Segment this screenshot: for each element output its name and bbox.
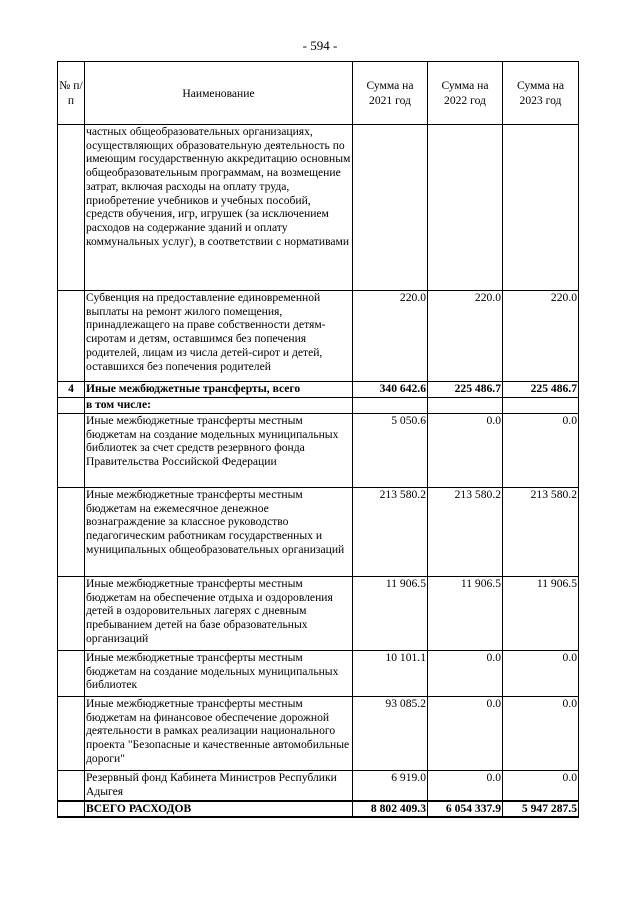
table-row [58,488,579,577]
row-value-2021: 93 085.2 [353,697,428,771]
table-row [58,398,579,414]
row-value-2022: 11 906.5 [428,577,503,651]
row-index [58,291,85,382]
row-value-2022: 213 580.2 [428,488,503,577]
row-name: частных общеобразовательных организациях, осуществляющих образовательную деятельность по имеющим государственную аккредитацию основным общеобразовательным программам, на возмещение затрат, включая расходы на оплату труда, приобретение учебников и учебных пособий, средств обучения, игр, игрушек (за исключением расходов на содержание зданий и оплату коммунальных услуг), в соответствии с нормативами [85,125,353,291]
row-index [58,125,85,291]
row-value-2022: 0.0 [428,697,503,771]
row-value-2023: 5 947 287.5 [503,801,579,817]
row-value-2021: 340 642.6 [353,382,428,398]
row-value-2021 [353,125,428,291]
header-num: № п/п [58,62,85,125]
table-row [58,771,579,801]
row-value-2022: 0.0 [428,651,503,697]
row-value-2021: 220.0 [353,291,428,382]
budget-table [57,61,579,818]
row-value-2023: 0.0 [503,651,579,697]
row-value-2022: 225 486.7 [428,382,503,398]
row-index [58,577,85,651]
row-value-2022: 0.0 [428,771,503,801]
row-name: Резервный фонд Кабинета Министров Республики Адыгея [85,771,353,801]
row-name: Иные межбюджетные трансферты местным бюджетам на ежемесячное денежное вознаграждение за классное руководство педагогическим работникам государственных и муниципальных общеобразовательных организаций [85,488,353,577]
header-2023: Сумма на 2023 год [503,62,579,125]
row-value-2023: 0.0 [503,697,579,771]
row-index: 4 [58,382,85,398]
row-index [58,697,85,771]
row-index [58,771,85,801]
row-value-2022 [428,398,503,414]
table-header [58,62,579,125]
row-index [58,801,85,817]
row-name: Иные межбюджетные трансферты, всего [85,382,353,398]
table-row [58,697,579,771]
row-value-2022: 0.0 [428,414,503,488]
table-row [58,414,579,488]
table-row [58,291,579,382]
row-name: ВСЕГО РАСХОДОВ [85,801,353,817]
row-value-2023 [503,125,579,291]
row-index [58,488,85,577]
row-value-2023: 213 580.2 [503,488,579,577]
row-value-2023: 220.0 [503,291,579,382]
row-value-2021: 8 802 409.3 [353,801,428,817]
row-value-2023: 11 906.5 [503,577,579,651]
header-2022: Сумма на 2022 год [428,62,503,125]
table-row-total [58,801,579,817]
row-value-2021: 213 580.2 [353,488,428,577]
row-name: Субвенция на предоставление единовременной выплаты на ремонт жилого помещения, принадлежащего на праве собственности детям-сиротам и детям, оставшимся без попечения родителей, лицам из числа детей-сирот и детей, оставшихся без попечения родителей [85,291,353,382]
row-name: Иные межбюджетные трансферты местным бюджетам на создание модельных муниципальных библиотек за счет средств резервного фонда Правительства Российской Федерации [85,414,353,488]
row-name: Иные межбюджетные трансферты местным бюджетам на создание модельных муниципальных библиотек [85,651,353,697]
table-row [58,125,579,291]
row-value-2021: 5 050.6 [353,414,428,488]
row-value-2022: 220.0 [428,291,503,382]
row-value-2023: 0.0 [503,771,579,801]
row-name: Иные межбюджетные трансферты местным бюджетам на обеспечение отдыха и оздоровления детей в оздоровительных лагерях с дневным пребыванием детей на базе образовательных организаций [85,577,353,651]
page-number: - 594 - [302,38,338,53]
row-value-2021: 6 919.0 [353,771,428,801]
header-name: Наименование [85,62,353,125]
row-value-2021: 10 101.1 [353,651,428,697]
row-index [58,651,85,697]
row-value-2021 [353,398,428,414]
row-value-2023: 225 486.7 [503,382,579,398]
table-row [58,382,579,398]
row-value-2022 [428,125,503,291]
row-index [58,414,85,488]
header-2021: Сумма на 2021 год [353,62,428,125]
row-index [58,398,85,414]
table-row [58,651,579,697]
row-value-2023: 0.0 [503,414,579,488]
table-row [58,577,579,651]
row-value-2022: 6 054 337.9 [428,801,503,817]
row-value-2021: 11 906.5 [353,577,428,651]
row-value-2023 [503,398,579,414]
row-name: в том числе: [85,398,353,414]
row-name: Иные межбюджетные трансферты местным бюджетам на финансовое обеспечение дорожной деятельности в рамках реализации национального проекта "Безопасные и качественные автомобильные дороги" [85,697,353,771]
